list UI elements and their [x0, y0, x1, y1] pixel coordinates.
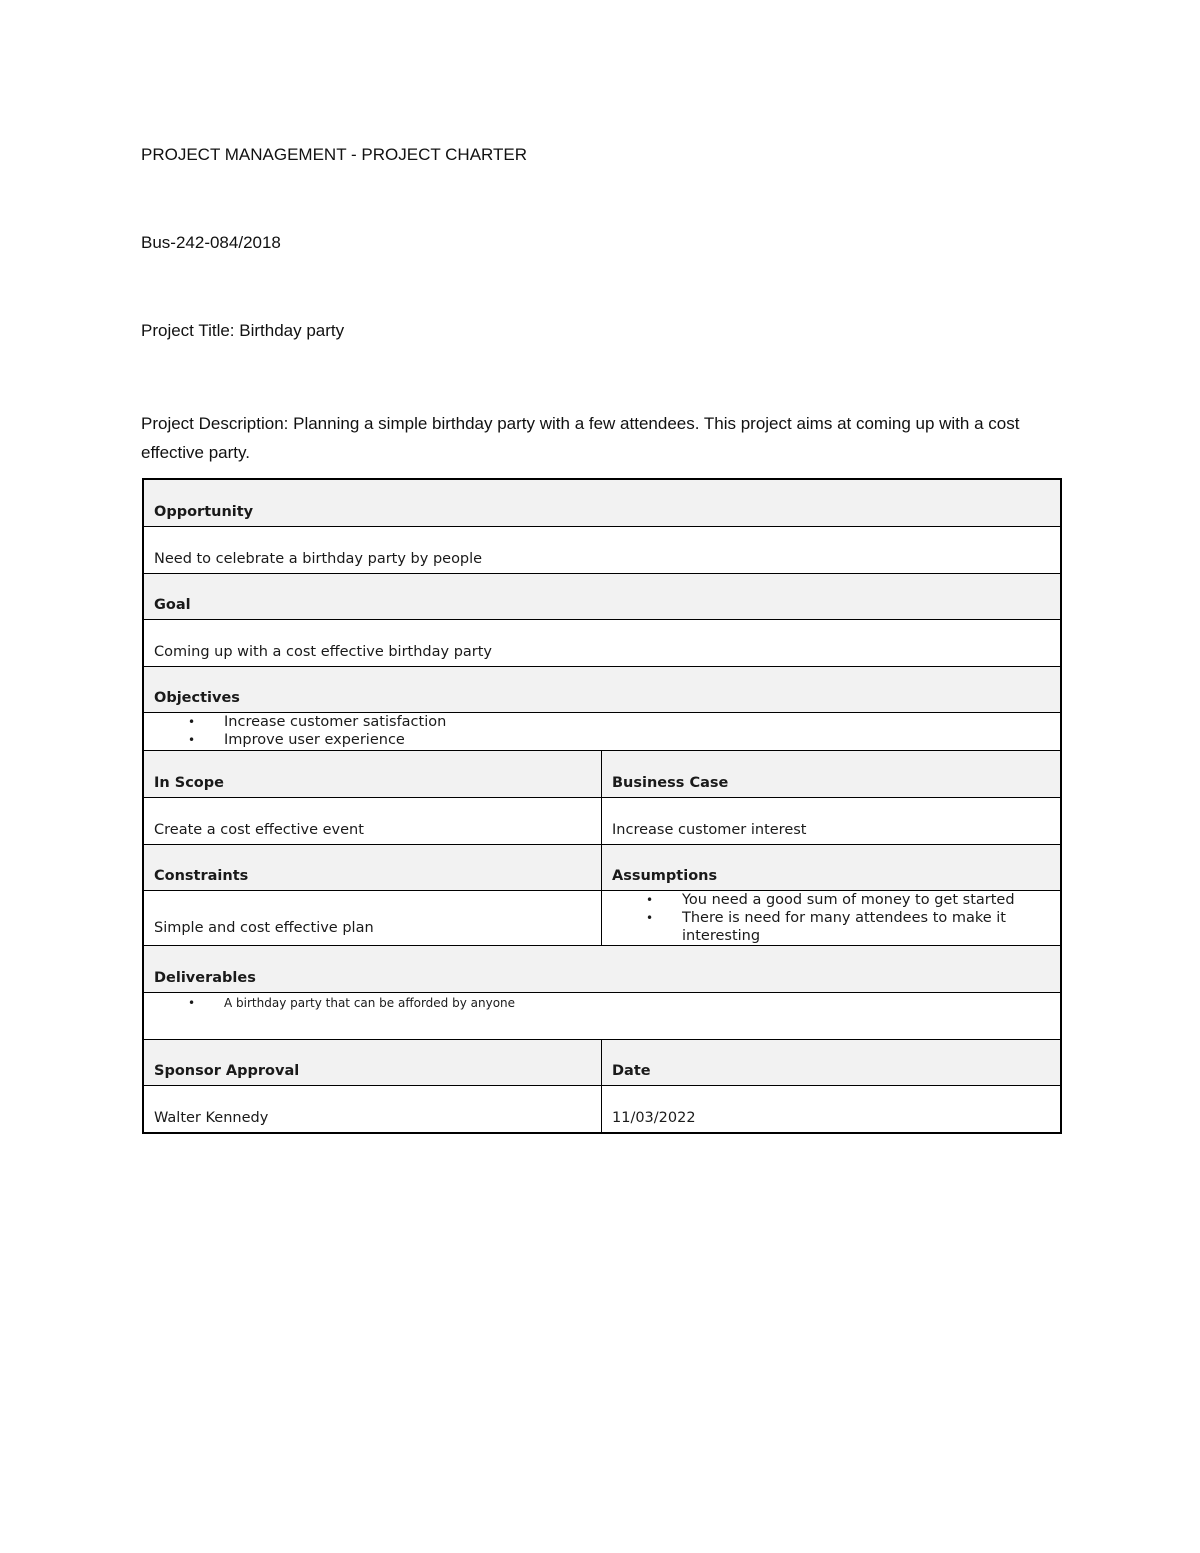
opportunity-header-row — [144, 480, 1060, 527]
goal-header-row — [144, 574, 1060, 620]
document-heading: PROJECT MANAGEMENT - PROJECT CHARTER — [141, 145, 528, 164]
sponsor-approval-value: Walter Kennedy — [154, 1110, 269, 1126]
goal-header-cell — [144, 574, 1060, 619]
list-item — [144, 731, 1060, 749]
assumption-text: There is need for many attendees to make it interesting — [682, 910, 1006, 944]
constraints-assumptions-header-row — [144, 845, 1060, 891]
constraints-label: Constraints — [154, 868, 249, 884]
bullet-icon: • — [646, 893, 654, 907]
list-item — [144, 713, 1060, 731]
date-label: Date — [612, 1063, 651, 1079]
sponsor-approval-header-cell — [144, 1040, 602, 1085]
bullet-icon: • — [188, 715, 196, 729]
assumptions-value-cell — [602, 891, 1060, 945]
opportunity-value: Need to celebrate a birthday party by people — [154, 551, 483, 567]
objectives-header-cell — [144, 667, 1060, 712]
list-item — [602, 891, 1060, 909]
constraints-assumptions-value-row — [144, 891, 1060, 946]
business-case-value-cell — [602, 798, 1060, 844]
date-value-cell — [602, 1086, 1060, 1132]
bullet-icon: • — [188, 733, 196, 747]
objectives-header-row — [144, 667, 1060, 713]
goal-label: Goal — [154, 597, 191, 613]
deliverables-list-cell — [144, 993, 1060, 1039]
project-title: Project Title: Birthday party — [141, 321, 345, 340]
in-scope-label: In Scope — [154, 775, 224, 791]
sponsor-approval-label: Sponsor Approval — [154, 1063, 300, 1079]
in-scope-value: Create a cost effective event — [154, 822, 364, 838]
date-value: 11/03/2022 — [612, 1110, 696, 1126]
goal-value-row — [144, 620, 1060, 667]
goal-value: Coming up with a cost effective birthday party — [154, 644, 493, 660]
business-case-label: Business Case — [612, 775, 729, 791]
deliverable-text: A birthday party that can be afforded by anyone — [224, 996, 516, 1010]
opportunity-value-row — [144, 527, 1060, 574]
opportunity-value-cell — [144, 527, 1060, 573]
bullet-icon: • — [646, 911, 654, 925]
deliverables-header-cell — [144, 946, 1060, 992]
scope-case-value-row — [144, 798, 1060, 845]
objective-text: Increase customer satisfaction — [224, 714, 447, 730]
constraints-value: Simple and cost effective plan — [154, 920, 374, 936]
deliverables-list — [144, 994, 1060, 1012]
objectives-label: Objectives — [154, 690, 240, 706]
assumptions-label: Assumptions — [612, 868, 718, 884]
deliverables-list-row — [144, 993, 1060, 1040]
list-item — [144, 994, 1060, 1012]
deliverables-label: Deliverables — [154, 970, 256, 986]
course-code: Bus-242-084/2018 — [141, 233, 281, 252]
assumptions-list — [602, 891, 1060, 945]
objectives-list-cell — [144, 713, 1060, 750]
objectives-list-row — [144, 713, 1060, 751]
opportunity-header-cell — [144, 480, 1060, 526]
sponsor-date-value-row — [144, 1086, 1060, 1132]
date-header-cell — [602, 1040, 1060, 1085]
business-case-header-cell — [602, 751, 1060, 797]
assumptions-header-cell — [602, 845, 1060, 890]
deliverables-header-row — [144, 946, 1060, 993]
goal-value-cell — [144, 620, 1060, 666]
objectives-list — [144, 713, 1060, 749]
sponsor-date-header-row — [144, 1040, 1060, 1086]
objective-text: Improve user experience — [224, 732, 405, 748]
project-charter-table — [142, 478, 1062, 1134]
bullet-icon: • — [188, 996, 196, 1010]
sponsor-approval-value-cell — [144, 1086, 602, 1132]
assumption-text: You need a good sum of money to get started — [682, 892, 1015, 908]
business-case-value: Increase customer interest — [612, 822, 807, 838]
project-description: Project Description: Planning a simple birthday party with a few attendees. This project aims at coming up with a cost effective party. — [141, 414, 1020, 462]
constraints-header-cell — [144, 845, 602, 890]
scope-case-header-row — [144, 751, 1060, 798]
in-scope-value-cell — [144, 798, 602, 844]
list-item — [602, 909, 1060, 945]
constraints-value-cell — [144, 891, 602, 945]
opportunity-label: Opportunity — [154, 504, 254, 520]
in-scope-header-cell — [144, 751, 602, 797]
